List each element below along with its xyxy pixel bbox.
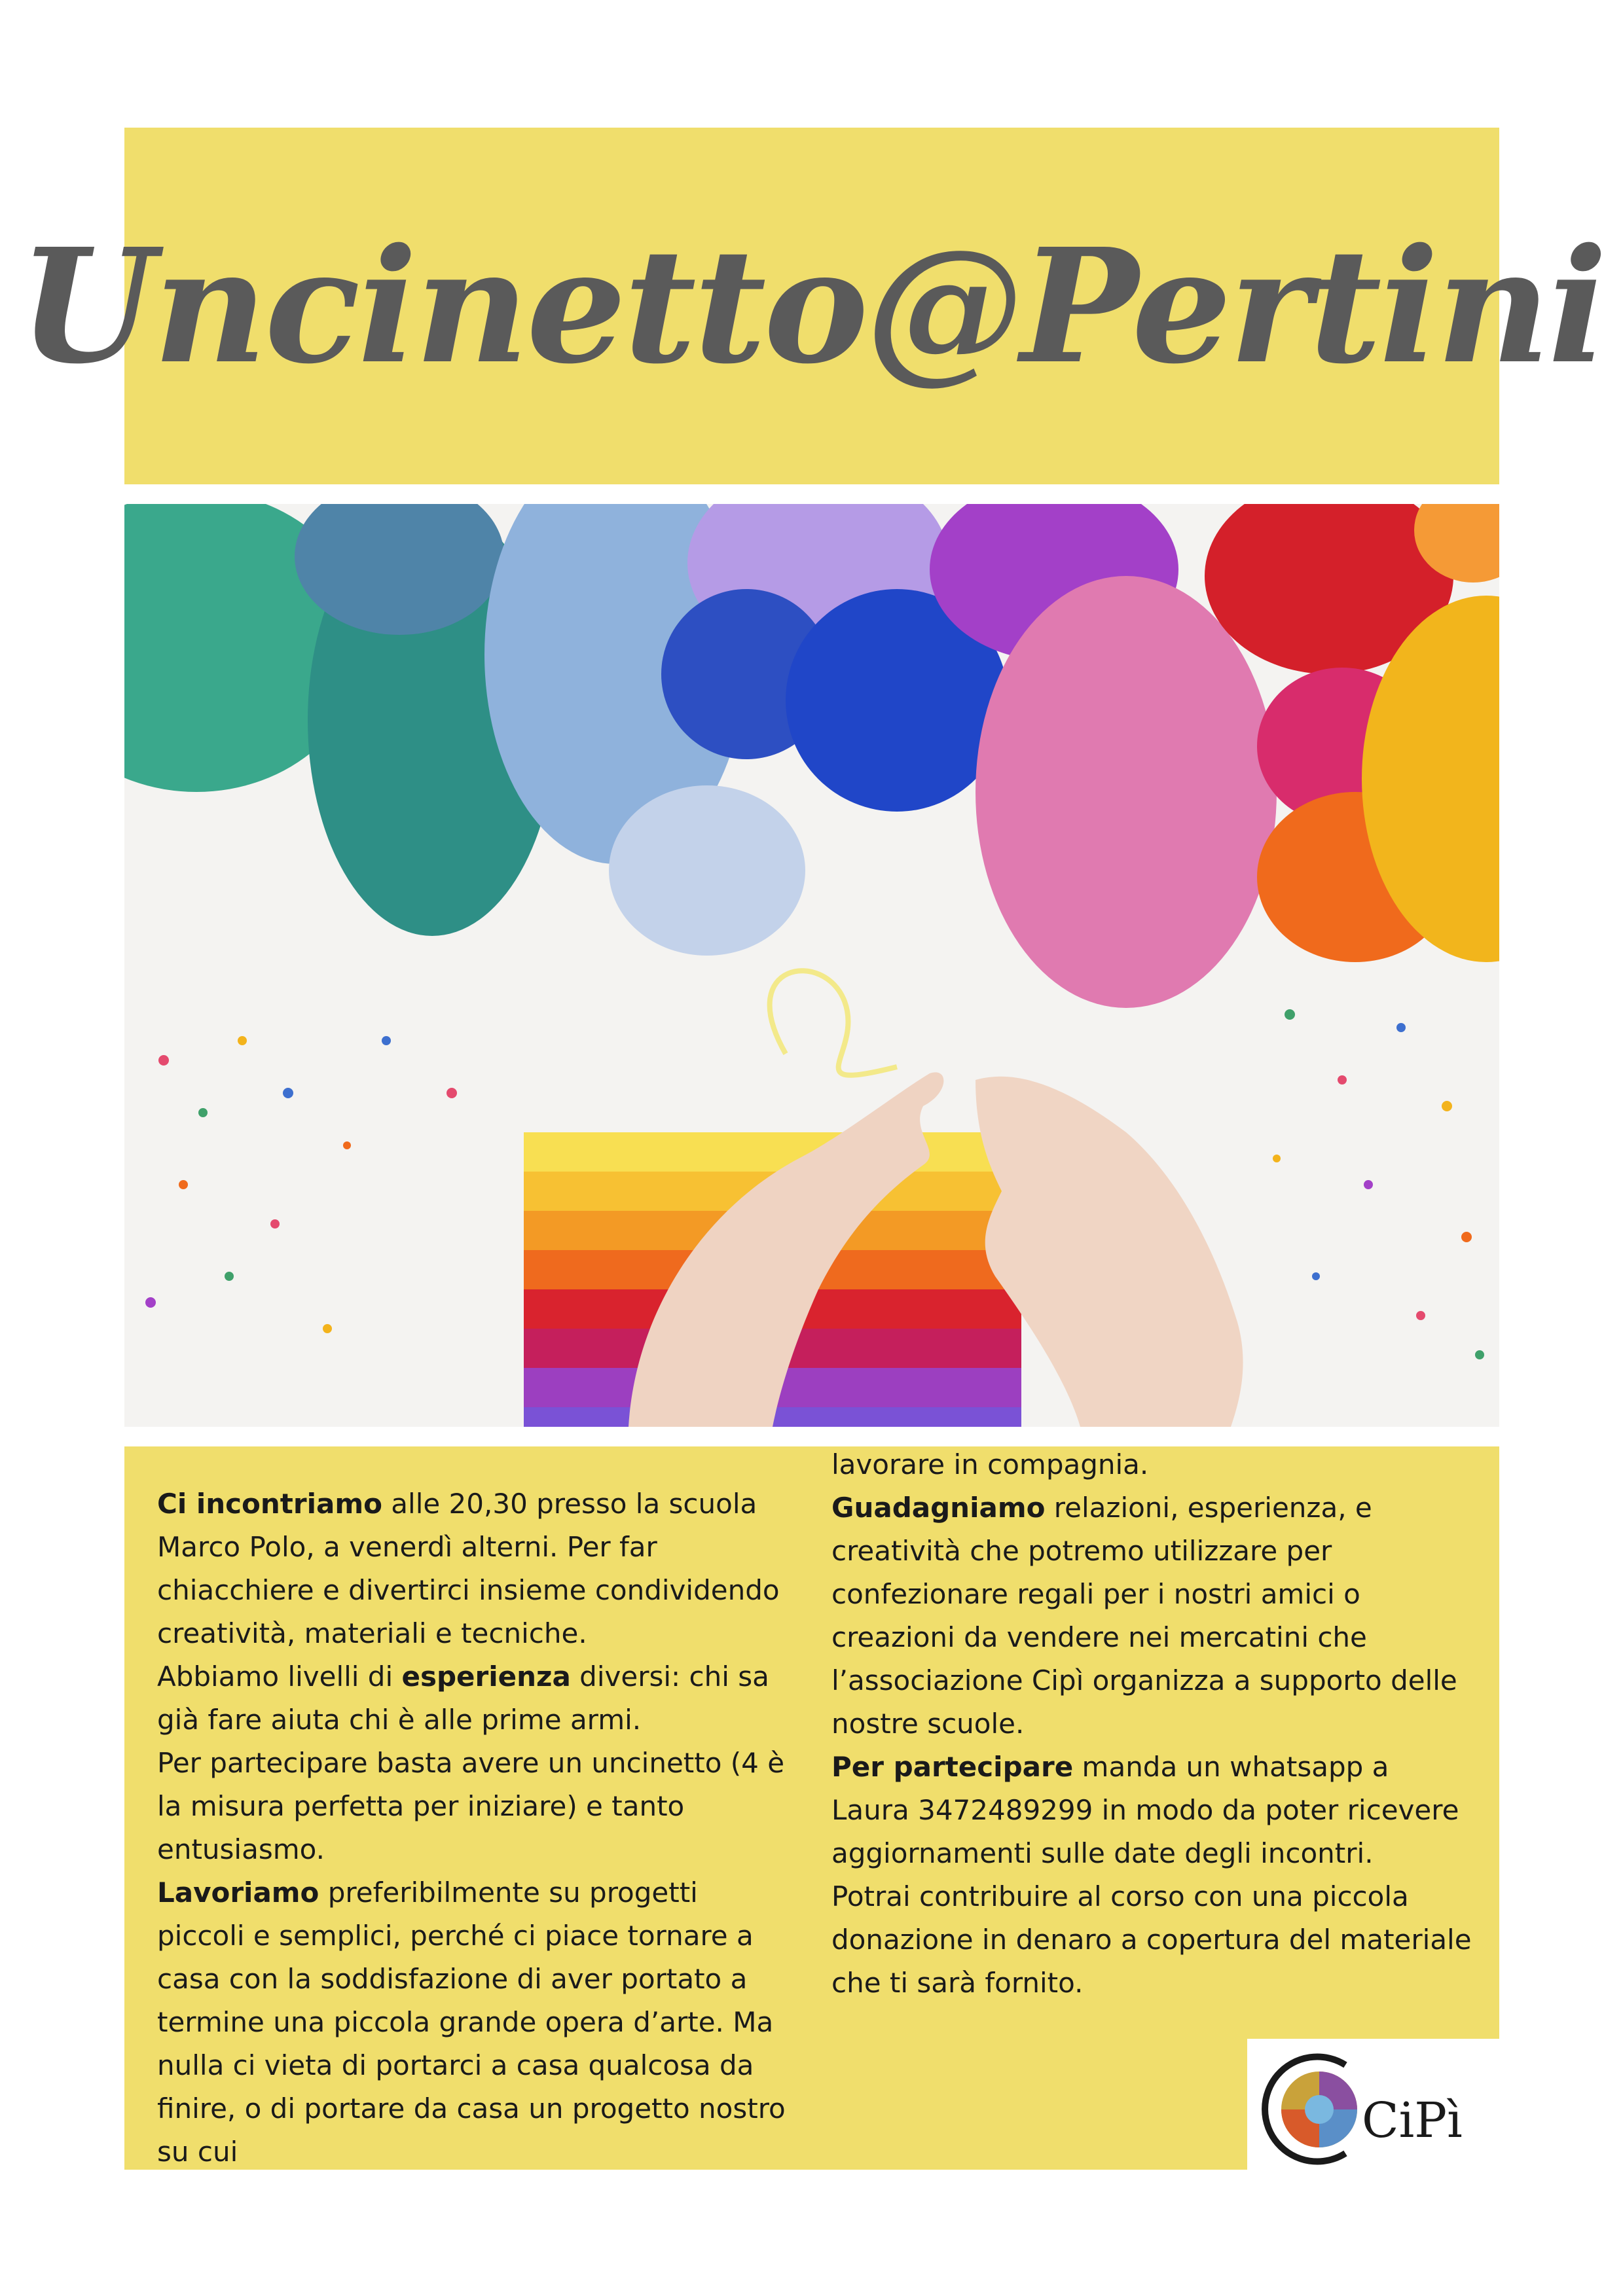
paragraph-donazione: Potrai contribuire al corso con una piccola donazione in denaro a copertura del materiale che ti sarà fornito. — [831, 1880, 1472, 1999]
yarn-photo — [124, 504, 1499, 1427]
paragraph-guadagniamo: Guadagniamo relazioni, esperienza, e creatività che potremo utilizzare per confezionare regali per i nostri amici o creazioni da vendere nei mercatini che l’associazione Cipì organizza a supporto delle nostre scuole. — [831, 1492, 1457, 1740]
yarn-speckled — [609, 785, 805, 956]
paragraph-per-partecipare: Per partecipare manda un whatsapp a Laura 3472489299 in modo da poter ricevere aggiornamenti sulle date degli incontri. — [831, 1751, 1459, 1869]
left-column — [157, 1482, 786, 2174]
paragraph-compagnia: lavorare in compagnia. — [831, 1448, 1149, 1480]
cipi-logo — [1247, 2039, 1499, 2170]
paragraph-lavoriamo: Lavoriamo preferibilmente su progetti piccoli e semplici, perché ci piace tornare a casa con la soddisfazione di aver portato a termine una piccola grande opera d’arte. Ma nulla ci vieta di portarci a casa qualcosa da finire, o di portare da casa un progetto nostro su cui — [157, 1876, 786, 2168]
logo-text: CiPì — [1362, 2092, 1463, 2149]
paragraph-esperienza: Abbiamo livelli di esperienza diversi: chi sa già fare aiuta chi è alle prime armi. — [157, 1660, 769, 1736]
title-band — [18, 128, 1605, 484]
page-title: Uncinetto@Pertini — [18, 213, 1605, 399]
paragraph-incontriamo: Ci incontriamo alle 20,30 presso la scuola Marco Polo, a venerdì alterni. Per far chiacchiere e divertirci insieme condividendo creatività, materiali e tecniche. — [157, 1488, 780, 1649]
yarn-pink — [976, 576, 1277, 1008]
paragraph-partecipare: Per partecipare basta avere un uncinetto (4 è la misura perfetta per iniziare) e tanto entusiasmo. — [157, 1747, 785, 1865]
right-column — [831, 1443, 1473, 2005]
